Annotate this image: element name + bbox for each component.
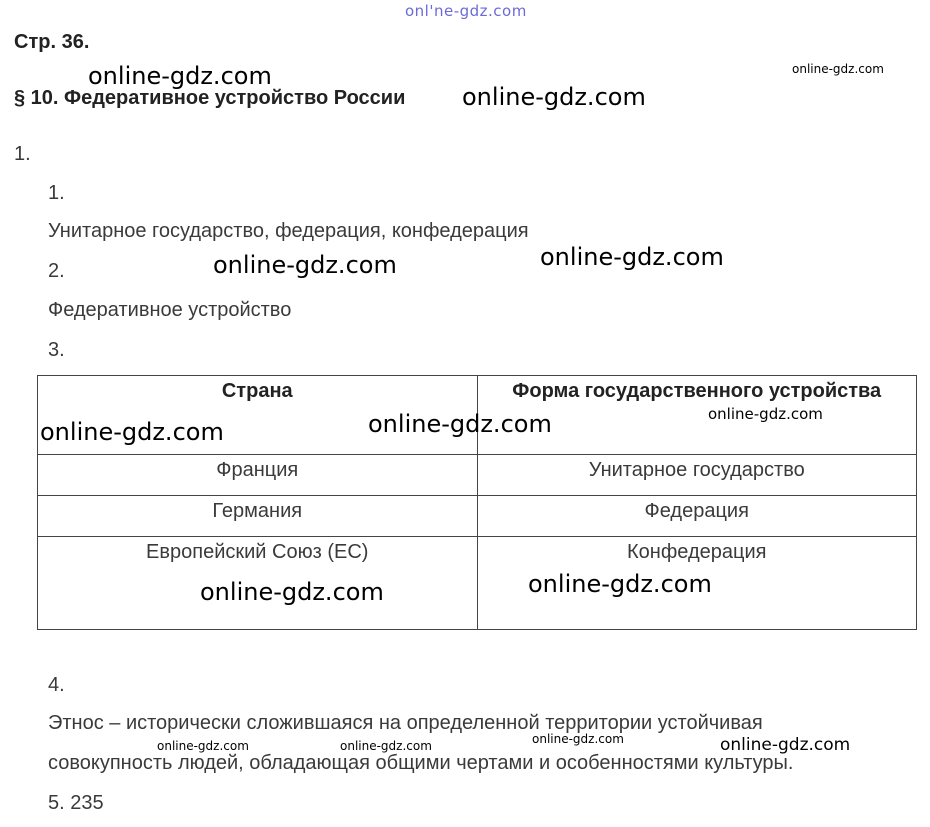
item-number: 3. xyxy=(48,339,65,361)
item5-answer: 5. 235 xyxy=(48,792,104,814)
page-label: Стр. 36. xyxy=(14,31,90,53)
watermark-small: online-gdz.com xyxy=(532,732,624,746)
table-row xyxy=(38,496,917,537)
watermark-small: online-gdz.com xyxy=(157,739,249,753)
table-cell: Конфедерация xyxy=(477,537,917,630)
watermark: online-gdz.com xyxy=(40,418,224,446)
watermark-top: onl'ne-gdz.com xyxy=(405,2,527,20)
item-answer: Унитарное государство, федерация, конфедерация xyxy=(48,220,529,242)
watermark-small: online-gdz.com xyxy=(792,62,884,76)
watermark: online-gdz.com xyxy=(213,251,397,279)
item-number: 4. xyxy=(48,674,65,696)
table-row xyxy=(38,455,917,496)
watermark-small: online-gdz.com xyxy=(708,405,823,423)
watermark-small: online-gdz.com xyxy=(720,735,851,755)
section-title: § 10. Федеративное устройство России xyxy=(14,87,406,109)
item-answer-line: Этнос – исторически сложившаяся на определенной территории устойчивая xyxy=(48,712,763,734)
task-number: 1. xyxy=(14,143,31,165)
item-answer-line: совокупность людей, обладающая общими чертами и особенностями культуры. xyxy=(48,752,794,774)
table-cell: Европейский Союз (ЕС) xyxy=(38,537,478,630)
table-row xyxy=(38,537,917,630)
watermark: online-gdz.com xyxy=(88,62,272,90)
watermark: online-gdz.com xyxy=(528,570,712,598)
watermark: online-gdz.com xyxy=(462,83,646,111)
watermark-small: online-gdz.com xyxy=(340,739,432,753)
table-header-form: Форма государственного устройства xyxy=(477,376,917,455)
watermark: online-gdz.com xyxy=(368,410,552,438)
table-cell: Федерация xyxy=(477,496,917,537)
item-number: 2. xyxy=(48,260,65,282)
table-cell: Германия xyxy=(38,496,478,537)
table-header-country: Страна xyxy=(38,376,478,455)
item-answer: Федеративное устройство xyxy=(48,299,292,321)
item-number: 1. xyxy=(48,182,65,204)
watermark: online-gdz.com xyxy=(200,578,384,606)
table-cell: Унитарное государство xyxy=(477,455,917,496)
watermark: online-gdz.com xyxy=(540,243,724,271)
table-cell: Франция xyxy=(38,455,478,496)
